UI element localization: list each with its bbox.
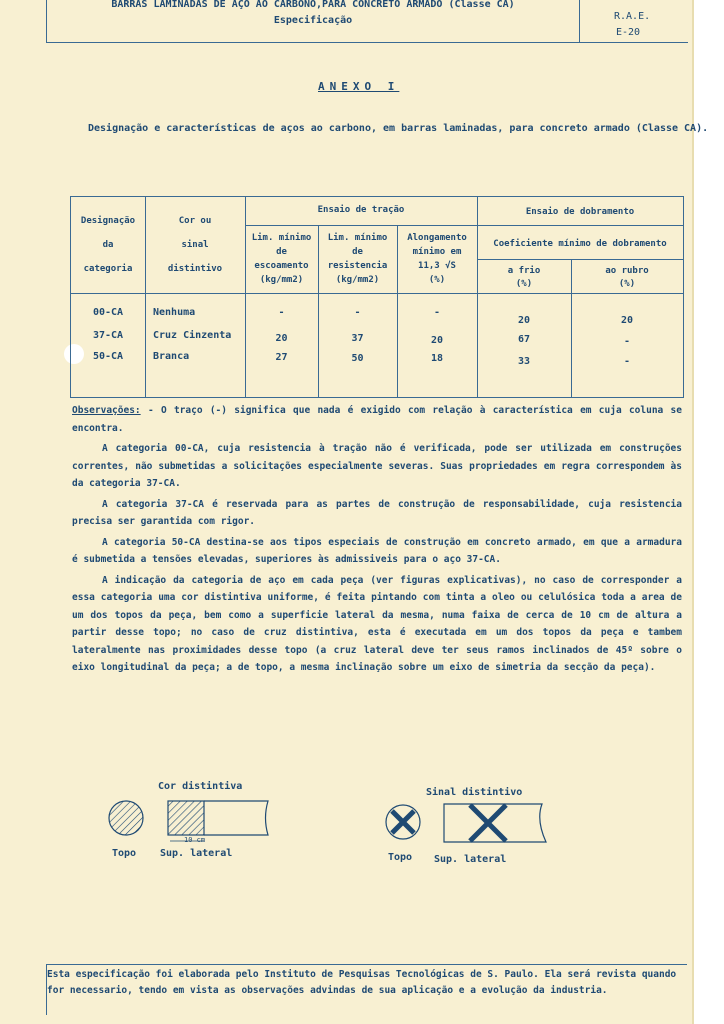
header-designacao: Designação da categoria — [80, 216, 136, 274]
intro-text: Designação e características de aços ao carbono, em barras laminadas, para concreto armado (Classe CA). — [88, 123, 709, 134]
observation-paragraph: A indicação da categoria de aço em cada peça (ver figuras explicativas), no caso de corresponder a essa categoria uma cor distintiva uniforme, é feita pintando com tinta a oleo ou celulósica toda a area de um dos topos da peça, bem como a superficie lateral da mesma, numa faixa de cerca de 10 cm de altura a partir desse topo; no caso de cruz distintiva, esta é executada em um dos topos da peça e tambem lateralmente nas proximidades desse topo (a cruz lateral deve ter seus ramos inclinados de 45º sobre o eixo longitudinal da peça; a de topo, a mesma inclinação sobre um eixo de simetria da secção da peça). — [72, 574, 682, 673]
figure-lateral-label: Sup. lateral — [160, 848, 233, 859]
header-resistencia: Lim. mínimo de resistencia (kg/mm2) — [327, 233, 388, 285]
header-ensaio-dobramento: Ensaio de dobramento — [525, 207, 635, 217]
figure-topo-label: Topo — [388, 852, 413, 863]
header-frio: a frio (%) — [507, 266, 541, 289]
figure-topo-label: Topo — [112, 848, 137, 859]
header-rubro: ao rubro (%) — [605, 266, 649, 289]
topo-circle — [109, 801, 143, 835]
observation-paragraph: A categoria 37-CA é reservada para as partes de construção de responsabilidade, cuja resistencia precisa ser garantida com rigor. — [72, 498, 682, 527]
figure-caption-cor: Cor distintiva — [158, 781, 243, 792]
observations-section — [72, 402, 682, 680]
observation-paragraph: Observações: - O traço (-) significa que nada é exigido com relação à característica em cuja coluna se encontra. — [72, 405, 682, 434]
header-subtitle: Especificação — [273, 15, 353, 26]
footer-box — [46, 964, 687, 1015]
annex-title: ANEXO I — [318, 80, 400, 93]
header-ensaio-tracao: Ensaio de tração — [317, 205, 405, 215]
header-code-org: R.A.E. — [614, 11, 651, 22]
header-alongamento: Alongamento mínimo em 11,3 √S (%) — [407, 233, 467, 285]
figure-lateral-label: Sup. lateral — [434, 854, 507, 865]
header-code-number: E-20 — [616, 27, 641, 38]
header-code-box — [578, 0, 688, 43]
figure-sinal-distintivo — [380, 798, 560, 848]
header-title: BARRAS LAMINADAS DE AÇO AO CARBONO,PARA CONCRETO ARMADO (Classe CA) — [111, 0, 515, 10]
colored-band — [168, 801, 204, 835]
footer-note: Esta especificação foi elaborada pelo Instituto de Pesquisas Tecnológicas de S. Paulo. Ela será revista quando for necessario, tendo em vista as observações advindas de sua aplicação e a evolução da industria. — [47, 969, 677, 996]
observations-label: Observações: — [72, 405, 141, 416]
specification-table: Designação da categoria Cor ou sinal distintivo Ensaio de tração Ensaio de dobramento Lim. mínimo de escoamento (kg/mm2) Lim. mínimo de resistencia (kg/mm2) Alongamento mínimo em 11,3 √S (%) Coeficiente mínimo de dobramento a frio (%) ao rubro (%) 00-CA Nenhuma - - - 20 20 37-CA Cruz Cinzenta 20 37 20 67 - 50-CA Branca 27 50 18 33 - — [70, 196, 684, 398]
observation-paragraph: A categoria 50-CA destina-se aos tipos especiais de construção em concreto armado, em que a armadura é submetida a tensões elevadas, superiores às admissiveis para o aço 37-CA. — [72, 536, 682, 565]
header-escoamento: Lim. mínimo de escoamento (kg/mm2) — [251, 233, 312, 285]
table-divider — [71, 293, 683, 294]
dimension-label: 10 cm — [184, 836, 206, 844]
bar-lateral — [204, 801, 268, 835]
table-divider — [477, 259, 683, 260]
figure-caption-sinal: Sinal distintivo — [426, 787, 523, 798]
bar-lateral — [444, 804, 546, 842]
header-coeficiente: Coeficiente mínimo de dobramento — [493, 239, 667, 249]
header-sinal: Cor ou sinal distintivo — [167, 216, 223, 274]
observation-paragraph: A categoria 00-CA, cuja resistencia à tração não é verificada, pode ser utilizada em construções correntes, não submetidas a solicitações especialmente severas. Suas propriedades em regra correspondem às da categoria 37-CA. — [72, 443, 682, 489]
table-divider — [245, 225, 683, 226]
header-title-box — [46, 0, 580, 43]
